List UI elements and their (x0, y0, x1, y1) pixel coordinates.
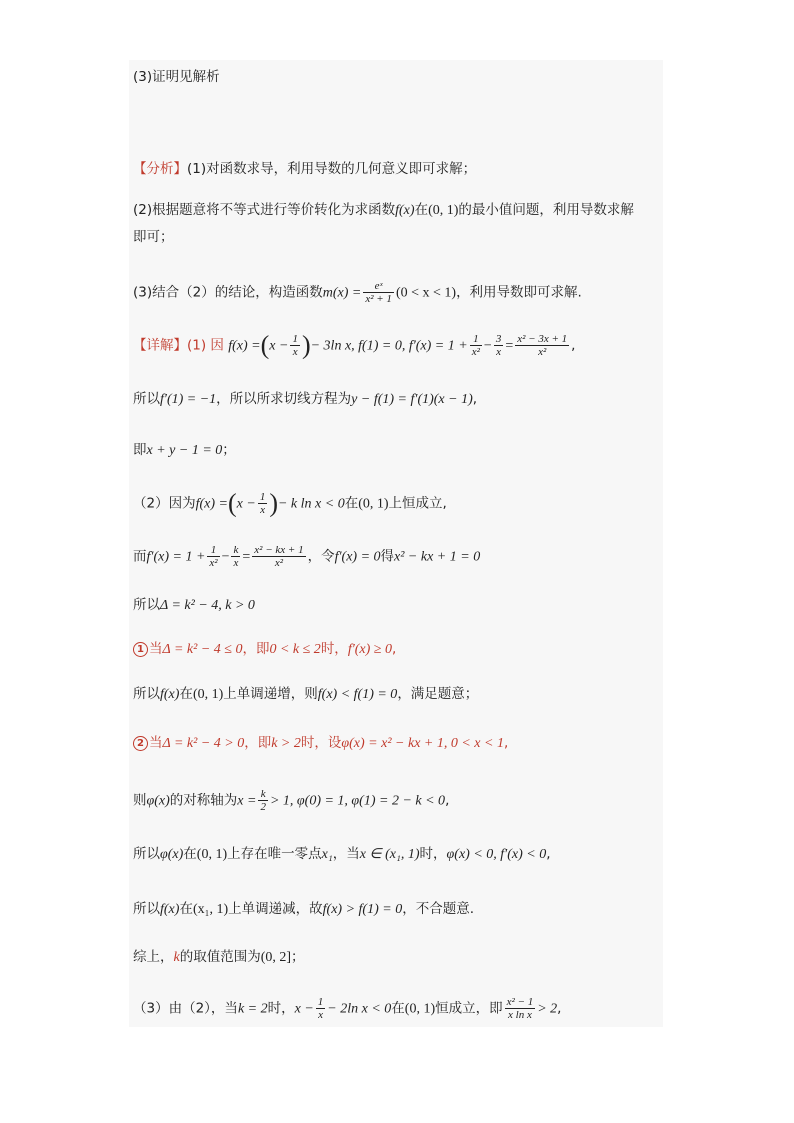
analysis-line-1: 【分析】(1)对函数求导，利用导数的几何意义即可求解； (133, 161, 477, 177)
analysis-line-2b: 即可； (133, 229, 174, 245)
summary-line: 综上，k的取值范围为(0, 2]； (133, 949, 305, 965)
case2-line-4: 所以f(x)在(x₁, 1)上单调递减，故f(x) > f(1) = 0，不合题意. (133, 901, 474, 917)
detail-line-3: 即x + y − 1 = 0； (133, 442, 236, 458)
circled-number-1: 1 (133, 642, 148, 657)
heading-part3: (3)证明见解析 (133, 69, 220, 85)
detail-line-2: 所以f′(1) = −1，所以所求切线方程为y − f(1) = f′(1)(x − 1), (133, 391, 478, 407)
part2-line-2: 而f′(x) = 1 + $\frac{1}{\text{x²}}$ − $\frac{k}{x}$ = $\frac{\text{x² − kx + 1}}{\text{x²}}$ ，令f′(x) = 0得x² − kx + 1 = 0 (133, 544, 481, 569)
case1-line-2: 所以f(x)在(0, 1)上单调递增，则f(x) < f(1) = 0，满足题意； (133, 686, 479, 702)
part2-line-1: （2）因为f(x) =(x − $\frac{1}{x}$ )− k ln x < 0在(0, 1)上恒成立, (133, 488, 447, 518)
detail-tag: 【详解】 (133, 337, 187, 354)
part3-line-1: （3）由（2），当k = 2时，x − $\frac{1}{x}$ − 2ln x < 0在(0, 1)恒成立，即 $\frac{\text{x² − 1}}{\text{x ln x}}$ > 2, (133, 996, 562, 1021)
case1-line-1: 1 当Δ = k² − 4 ≤ 0，即0 < k ≤ 2时，f′(x) ≥ 0, (133, 640, 396, 659)
case2-line-2: 则φ(x)的对称轴为x = $\frac{k}{2}$ > 1, φ(0) = 1, φ(1) = 2 − k < 0, (133, 788, 450, 813)
analysis-line-3: (3)结合（2）的结论，构造函数m(x) = $\frac{\text{eˣ}}{\text{x² + 1}}$ (0 < x < 1)，利用导数即可求解. (133, 280, 582, 305)
case2-line-1: 2 当Δ = k² − 4 > 0，即k > 2时，设φ(x) = x² − kx + 1, 0 < x < 1, (133, 734, 508, 753)
analysis-tag: 【分析】 (133, 161, 187, 177)
case2-line-3: 所以φ(x)在(0, 1)上存在唯一零点x₁，当x ∈ (x₁, 1)时，φ(x) < 0, f′(x) < 0, (133, 846, 551, 862)
circled-number-2: 2 (133, 736, 148, 751)
part2-line-3: 所以Δ = k² − 4, k > 0 (133, 597, 255, 613)
detail-line-1: 【详解】(1) 因 f(x) =(x − $\frac{1}{x}$ )− 3ln x, f(1) = 0, f′(x) = 1 + $\frac{1}{\text{x²}}$ − $\frac{3}{x}$ = $\frac{\text{x² − 3x + 1}}{\text{x²}}$ , (133, 330, 576, 360)
analysis-line-2: (2)根据题意将不等式进行等价转化为求函数f(x)在(0, 1)的最小值问题，利用导数求解 (133, 202, 634, 218)
